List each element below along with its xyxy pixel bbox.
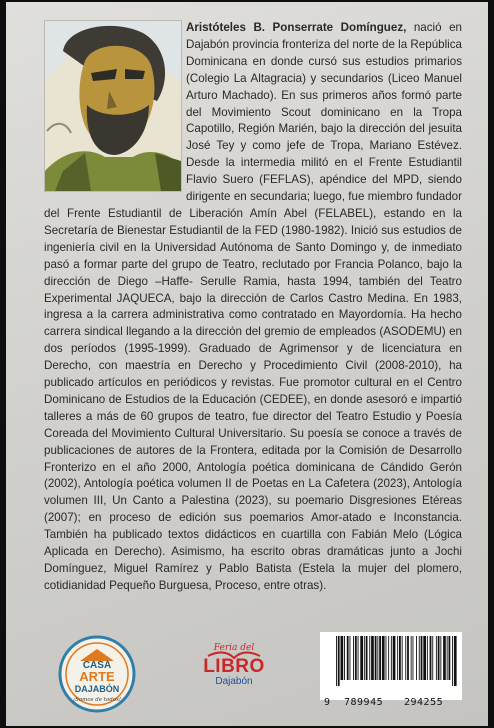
barcode-bar xyxy=(407,636,409,680)
barcode-bar xyxy=(416,636,417,680)
barcode-bar xyxy=(397,636,398,680)
barcode-group-2: 294255 xyxy=(404,697,444,708)
barcode-bar xyxy=(423,636,426,680)
barcode-group-1: 789945 xyxy=(344,697,384,708)
slogan-text: ¡Somos de todos! xyxy=(72,697,122,703)
back-cover xyxy=(6,2,488,726)
barcode-bar xyxy=(358,636,359,680)
barcode-prefix: 9 xyxy=(324,697,331,708)
barcode-bar xyxy=(427,636,428,680)
barcode-bar xyxy=(391,636,392,680)
barcode-bar xyxy=(341,636,344,680)
barcode-bar xyxy=(438,636,440,680)
barcode-bar xyxy=(411,636,412,680)
casa-arte-dajabon-emblem xyxy=(58,635,136,713)
feria-del-libro-emblem xyxy=(198,638,270,688)
barcode-bar xyxy=(382,636,385,680)
feria-dajabon-text: Dajabón xyxy=(215,676,253,687)
barcode-bar xyxy=(366,636,368,680)
barcode-bar xyxy=(402,636,403,680)
barcode-bar xyxy=(369,636,370,680)
barcode-bar xyxy=(347,636,349,680)
barcode-bar xyxy=(430,636,432,680)
barcode-bar xyxy=(377,636,378,680)
barcode-bar xyxy=(421,636,423,680)
barcode-bar xyxy=(449,636,451,680)
barcode-bar xyxy=(364,636,365,680)
barcode-bar xyxy=(344,636,345,680)
barcode-bar xyxy=(432,636,433,680)
barcode-bar xyxy=(371,636,374,680)
barcode-bar xyxy=(419,636,420,680)
barcode-bar xyxy=(388,636,389,680)
casa-arte-dajabon-logo xyxy=(58,635,136,713)
barcode-bar xyxy=(336,636,337,686)
arte-text: ARTE xyxy=(79,669,115,684)
barcode-bar xyxy=(399,636,401,680)
barcode-bar xyxy=(375,636,377,680)
dajabon-text: DAJABÓN xyxy=(74,684,120,694)
barcode-bars xyxy=(320,632,462,686)
barcode-bar xyxy=(447,636,448,680)
author-biography xyxy=(44,20,462,595)
barcode-bar xyxy=(436,636,437,680)
barcode-bar xyxy=(452,636,453,686)
barcode-bar xyxy=(353,636,354,680)
biography-text: nació en Dajabón provincia fronteriza del norte de la República Dominicana en donde cursó sus estudios primarios (Colegio La Altagracia) y secundarios (Liceo Manuel Arturo Machado). En sus primeros años formó parte del Movimiento Scout dominicano en la Tropa Capotillo, Región Marién, bajo la dirección del jesuita José Tey y como jefe de Tropa, Mariano Estévez. Desde la intermedia militó en el Frente Estudiantil Flavio Suero (FEFLAS), apéndice del MPD, siendo dirigente en secundaria; luego, fue miembro fundador del Frente Estudiantil de Liberación Amín Abel (FELABEL), estando en la Secretaría de Bienestar Estudiantil de la FED (1980-1982). Inició sus estudios de ingeniería civil en la Universidad Autónoma de Santo Domingo y, de inmediato pasó a formar parte del grupo de Teatro, reclutado por Francia Polanco, bajo la dirección de Diego –Haffe- Serulle Ramia, hasta 1994, también del Teatro Experimental JAQUECA, bajo la dirección de Carlos Castro Medina. En 1983, ingresa a la carrera administrativa como contratado en Mayordomía. Ha hecho carrera sindical llegando a la dirección del gremio de empleados (ASODEMU) en dos períodos (1995-1999). Graduado de Agrimensor y de licenciatura en Derecho, con maestría en Derecho y Procedimiento Civil (2008-2010), ha publicado artículos en periódicos y revistas. Fue promotor cultural en el Centro Dominicano de Estudios de la Educación (CEDEE), en donde asesoró e impartió talleres a más de 60 grupos de teatro, fue director del Teatro Estudio y Poesía Coreada del Movimiento Cultural Universitario. Su poesía se conoce a través de publicaciones de autores de la Frontera, editada por la Comisión de Desarrollo Fronterizo en el año 2000, Antología poética dominicana de Cándido Gerón (2002), Antología poética volumen II de Poetas en La Cafetera (2023), Antología volumen III, Un Canto a Palestina (2023), su poemario Disgresiones Etéreas (2007); en proceso de edición sus poemarios Amor-atado e Inconstancia. También ha publicado textos didácticos en cuartilla con Fabián Melo (Lógica Aplicada en Derecho). Asimismo, ha escrito obras dramáticas junto a Jochi Domínguez, Miguel Ramírez y Pablo Batista (Estela la mujer del plomero, cotidianidad Pequeño Burguesa, Proceso, entre otras). xyxy=(44,21,462,592)
barcode-bar xyxy=(355,636,357,680)
barcode-bar xyxy=(338,636,340,686)
author-name: Aristóteles B. Ponserrate Domínguez, xyxy=(186,21,407,34)
barcode-bar xyxy=(350,636,351,680)
barcode-bar xyxy=(405,636,406,680)
barcode-bar xyxy=(393,636,396,680)
feria-del-text: Feria del xyxy=(213,643,255,653)
barcode-bar xyxy=(454,636,457,686)
casa-text: CASA xyxy=(82,660,112,671)
isbn-barcode xyxy=(320,632,462,708)
barcode-bar xyxy=(413,636,414,680)
barcode-bar xyxy=(440,636,441,680)
feria-del-libro-dajabon-logo xyxy=(198,638,270,688)
barcode-bar xyxy=(443,636,446,680)
portrait-space xyxy=(44,20,186,205)
libro-text: LIBRO xyxy=(203,656,265,677)
barcode-bar xyxy=(386,636,387,680)
barcode-bar xyxy=(379,636,381,680)
barcode-bar xyxy=(360,636,363,680)
